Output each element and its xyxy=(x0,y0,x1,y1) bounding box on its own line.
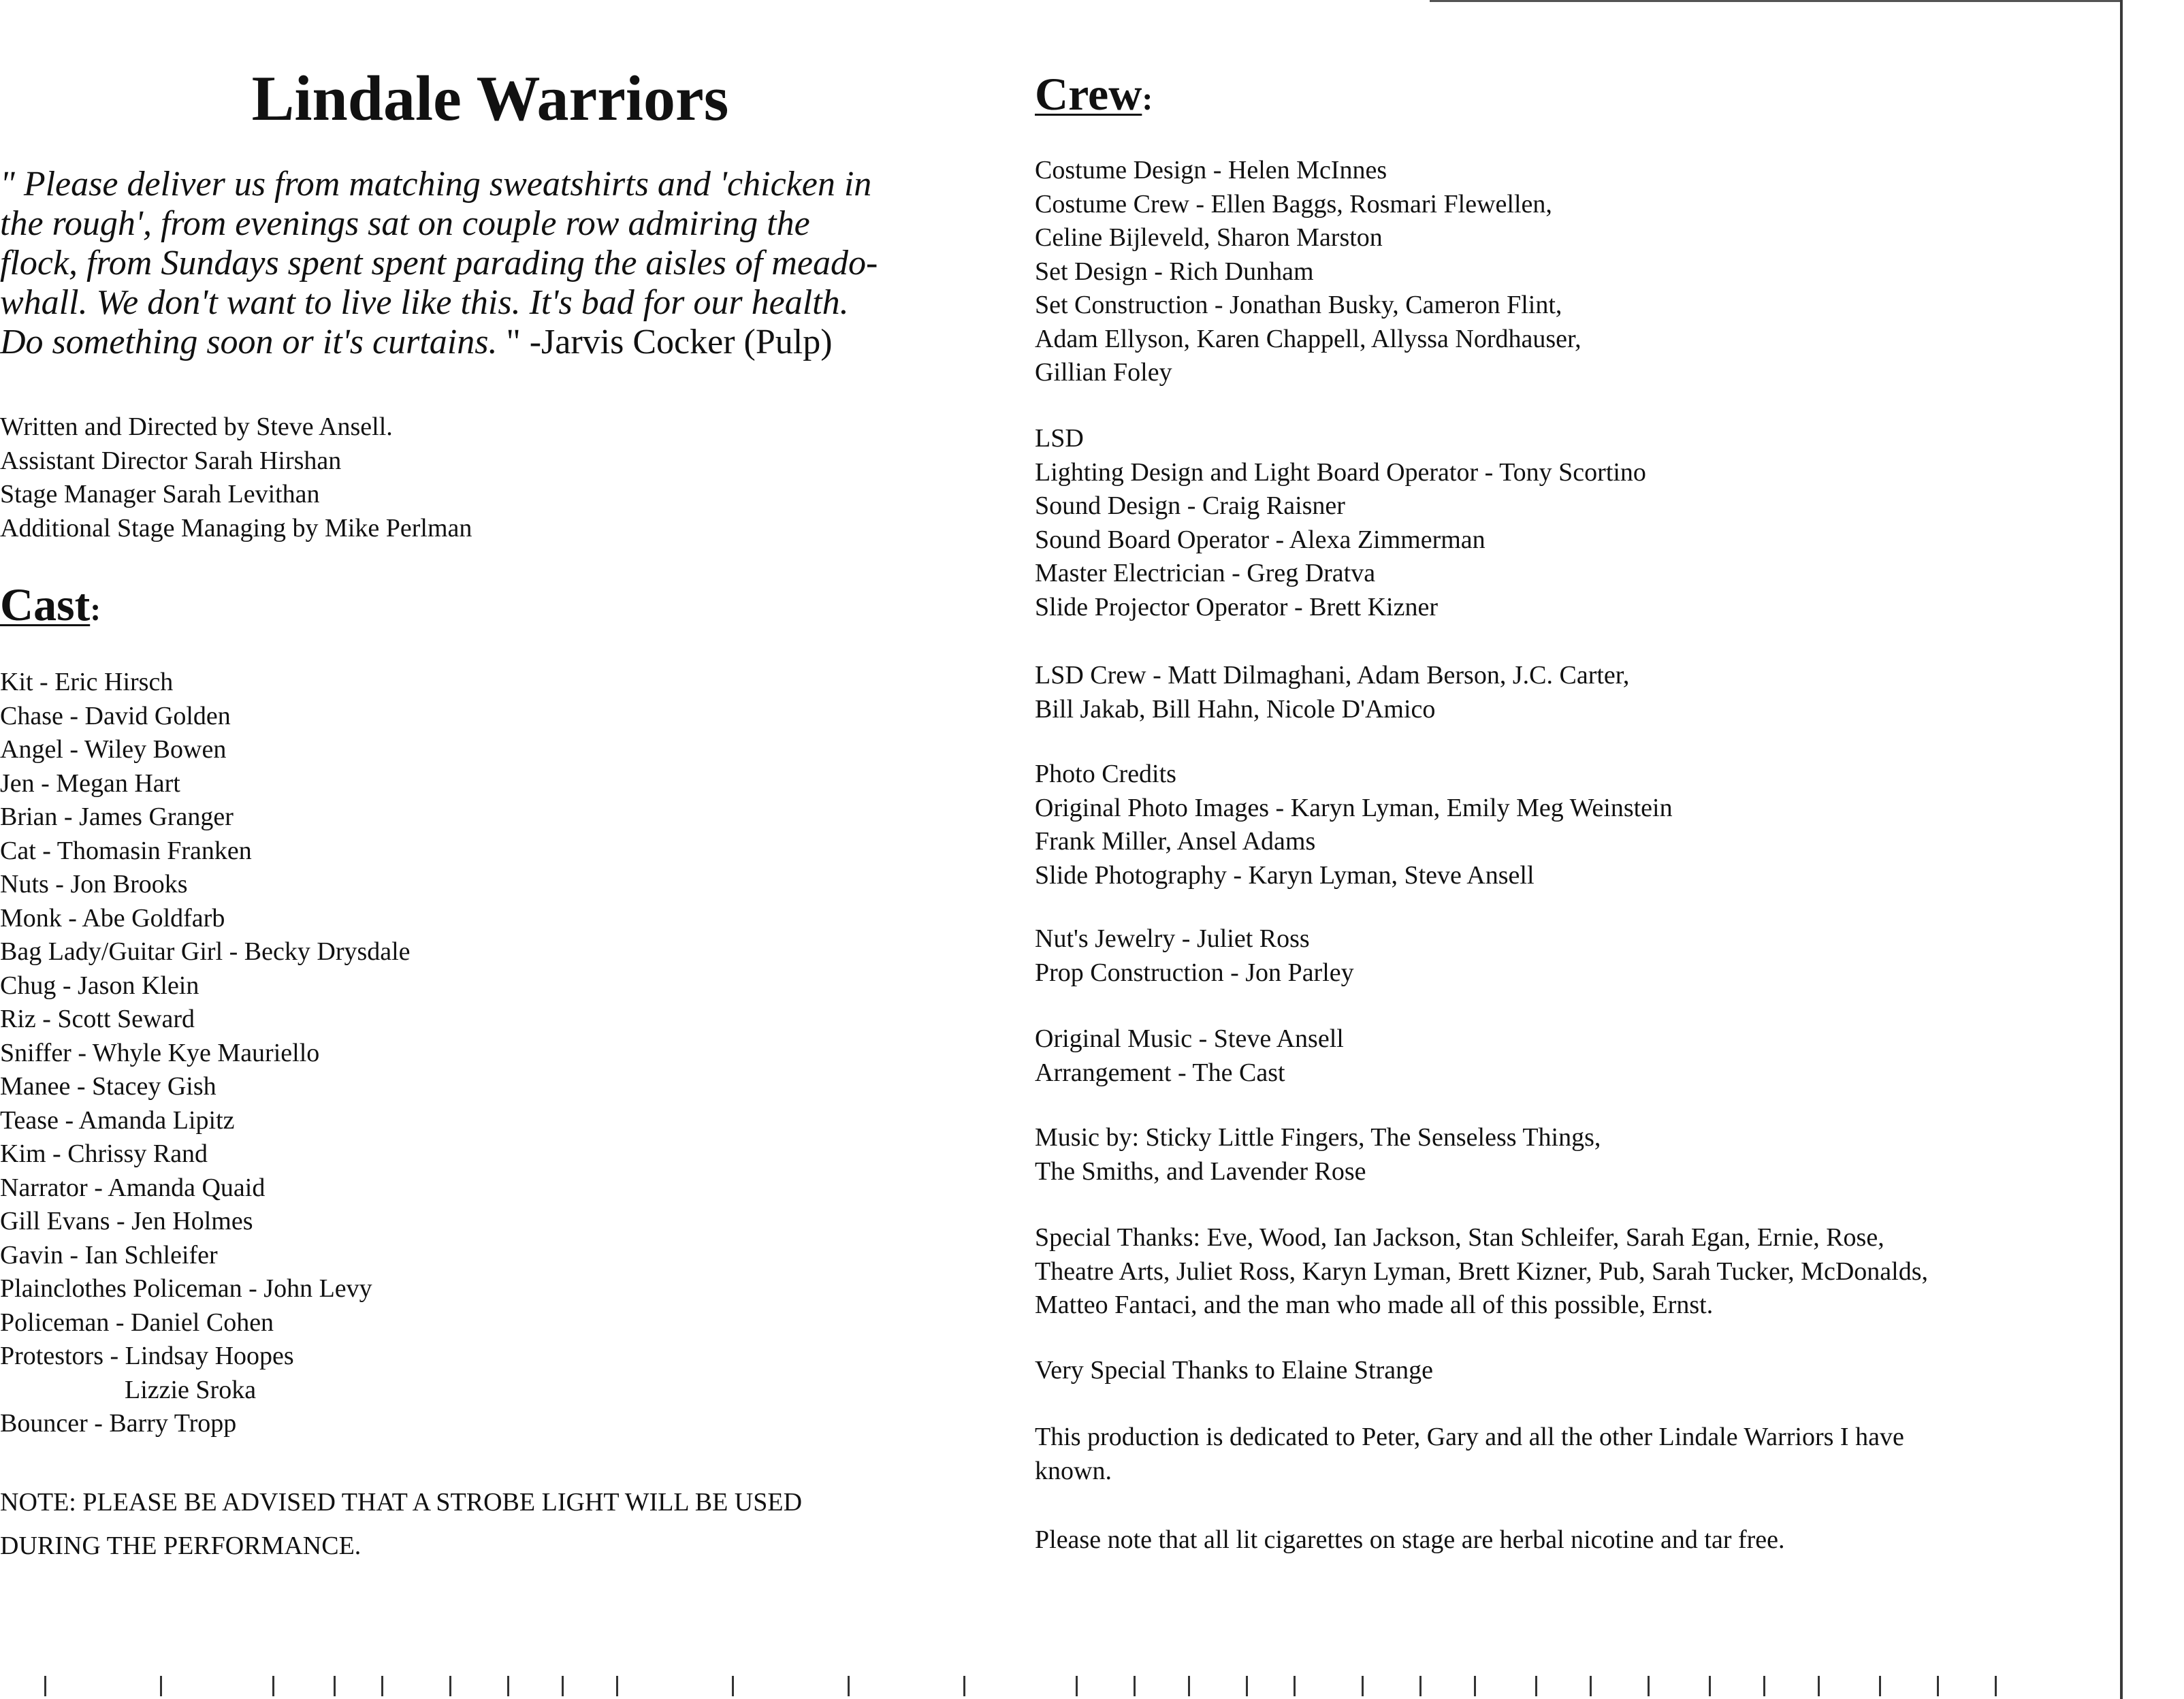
epigraph-quote xyxy=(0,165,994,362)
perforation-tick xyxy=(1474,1676,1476,1696)
cigarettes-note-line: Please note that all lit cigarettes on stage are herbal nicotine and tar free. xyxy=(1035,1525,1785,1554)
cast-member: Kim - Chrissy Rand xyxy=(0,1139,208,1168)
cast-member: Gill Evans - Jen Holmes xyxy=(0,1207,253,1235)
cast-member: Policeman - Daniel Cohen xyxy=(0,1308,274,1337)
cast-member: Narrator - Amanda Quaid xyxy=(0,1173,266,1202)
perforation-tick xyxy=(334,1676,336,1696)
crew-line: Sound Board Operator - Alexa Zimmerman xyxy=(1035,525,1486,554)
crew-line: Sound Design - Craig Raisner xyxy=(1035,491,1345,520)
crew-heading xyxy=(1035,67,1153,127)
page-top-edge xyxy=(1430,0,2120,2)
cast-heading xyxy=(0,577,101,637)
crew-line: Bill Jakab, Bill Hahn, Nicole D'Amico xyxy=(1035,694,1436,724)
cast-member: Sniffer - Whyle Kye Mauriello xyxy=(0,1038,320,1067)
page-right-edge xyxy=(2120,0,2123,1699)
perforation-tick xyxy=(1419,1676,1422,1696)
cast-member: Kit - Eric Hirsch xyxy=(0,668,174,696)
perforation-tick xyxy=(1995,1676,1997,1696)
perforation-tick xyxy=(1362,1676,1364,1696)
perforation-tick xyxy=(1763,1676,1765,1696)
perforation-tick xyxy=(732,1676,734,1696)
crew-props-block xyxy=(1035,922,1354,990)
crew-design-block xyxy=(1035,154,1581,390)
crew-line: Set Construction - Jonathan Busky, Cameron Flint, xyxy=(1035,291,1562,319)
cast-heading-colon: : xyxy=(90,592,101,628)
crew-line: Lighting Design and Light Board Operator - Tony Scortino xyxy=(1035,457,1646,487)
cast-member: Chug - Jason Klein xyxy=(0,971,199,1000)
perforation-tick xyxy=(1294,1676,1296,1696)
quote-line: flock, from Sundays spent spent parading the aisles of meado- xyxy=(0,244,878,282)
crew-line: Prop Construction - Jon Parley xyxy=(1035,958,1354,987)
crew-line: Celine Bijleveld, Sharon Marston xyxy=(1035,223,1383,252)
crew-line: Photo Credits xyxy=(1035,760,1176,788)
crew-line: Slide Projector Operator - Brett Kizner xyxy=(1035,592,1438,621)
perforation-tick xyxy=(963,1676,965,1696)
thanks-line: Matteo Fantaci, and the man who made all of this possible, Ernst. xyxy=(1035,1291,1714,1319)
crew-heading-colon: : xyxy=(1142,81,1153,117)
crew-line: Costume Crew - Ellen Baggs, Rosmari Flewellen, xyxy=(1035,189,1552,219)
cast-member: Chase - David Golden xyxy=(0,701,231,730)
cast-member: Manee - Stacey Gish xyxy=(0,1072,216,1101)
cast-member: Cat - Thomasin Franken xyxy=(0,836,252,865)
perforation-tick xyxy=(449,1676,451,1696)
strobe-warning-line: NOTE: PLEASE BE ADVISED THAT A STROBE LIGHT WILL BE USED xyxy=(0,1488,803,1517)
crew-line: Set Design - Rich Dunham xyxy=(1035,257,1314,286)
perforation-ticks xyxy=(0,1676,2184,1699)
strobe-warning-line: DURING THE PERFORMANCE. xyxy=(0,1532,362,1560)
cast-member: Jen - Megan Hart xyxy=(0,768,180,798)
quote-line: the rough', from evenings sat on couple row admiring the xyxy=(0,204,810,243)
perforation-tick xyxy=(272,1676,274,1696)
dedication-line: This production is dedicated to Peter, Gary and all the other Lindale Warriors I have xyxy=(1035,1423,1904,1451)
perforation-tick xyxy=(1709,1676,1711,1696)
perforation-tick xyxy=(507,1676,509,1696)
perforation-tick xyxy=(1818,1676,1820,1696)
crew-line: Frank Miller, Ansel Adams xyxy=(1035,827,1316,856)
crew-line: LSD xyxy=(1035,424,1084,453)
perforation-tick xyxy=(1076,1676,1078,1696)
cast-member: Plainclothes Policeman - John Levy xyxy=(0,1274,372,1303)
cast-member: Bouncer - Barry Tropp xyxy=(0,1409,237,1438)
perforation-tick xyxy=(616,1676,618,1696)
crew-line: The Smiths, and Lavender Rose xyxy=(1035,1156,1366,1186)
perforation-tick xyxy=(160,1676,162,1696)
crew-line: Music by: Sticky Little Fingers, The Senseless Things, xyxy=(1035,1123,1601,1152)
crew-lsd-block xyxy=(1035,422,1646,624)
credit-line: Assistant Director Sarah Hirshan xyxy=(0,446,342,475)
program-title: Lindale Warriors xyxy=(251,63,729,134)
thanks-line: Theatre Arts, Juliet Ross, Karyn Lyman, Brett Kizner, Pub, Sarah Tucker, McDonalds, xyxy=(1035,1257,1928,1286)
perforation-tick xyxy=(848,1676,850,1696)
perforation-tick xyxy=(562,1676,564,1696)
perforation-tick xyxy=(1134,1676,1136,1696)
credit-line: Written and Directed by Steve Ansell. xyxy=(0,412,393,441)
perforation-tick xyxy=(1648,1676,1650,1696)
perforation-tick xyxy=(1590,1676,1592,1696)
cast-member: Protestors - Lindsay Hoopes xyxy=(0,1342,294,1370)
cast-member: Brian - James Granger xyxy=(0,803,234,831)
special-thanks-block xyxy=(1035,1221,1928,1323)
crew-line: Original Music - Steve Ansell xyxy=(1035,1024,1344,1053)
crew-music-block xyxy=(1035,1022,1344,1090)
cast-member: Monk - Abe Goldfarb xyxy=(0,903,225,933)
crew-music-by-block xyxy=(1035,1121,1601,1188)
cast-member: Tease - Amanda Lipitz xyxy=(0,1105,235,1135)
crew-line: Master Electrician - Greg Dratva xyxy=(1035,559,1376,587)
cast-member: Angel - Wiley Bowen xyxy=(0,735,227,764)
cast-member: Nuts - Jon Brooks xyxy=(0,870,188,899)
perforation-tick xyxy=(381,1676,383,1696)
cast-member: Riz - Scott Seward xyxy=(0,1005,195,1033)
dedication-block xyxy=(1035,1421,1904,1488)
crew-line: Original Photo Images - Karyn Lyman, Emily Meg Weinstein xyxy=(1035,793,1673,822)
perforation-tick xyxy=(1535,1676,1537,1696)
cast-member: Gavin - Ian Schleifer xyxy=(0,1240,218,1269)
production-credits xyxy=(0,410,472,545)
quote-line: " Please deliver us from matching sweatshirts and 'chicken in xyxy=(0,165,872,204)
cast-member: Lizzie Sroka xyxy=(125,1375,257,1404)
credit-line: Additional Stage Managing by Mike Perlman xyxy=(0,513,472,543)
perforation-tick xyxy=(1246,1676,1248,1696)
crew-line: Costume Design - Helen McInnes xyxy=(1035,156,1387,184)
crew-line: Slide Photography - Karyn Lyman, Steve Ansell xyxy=(1035,860,1535,890)
thanks-line: Very Special Thanks to Elaine Strange xyxy=(1035,1356,1433,1385)
quote-line-last xyxy=(0,323,994,362)
crew-line: Nut's Jewelry - Juliet Ross xyxy=(1035,924,1310,953)
cast-list xyxy=(0,666,411,1441)
crew-line: Arrangement - The Cast xyxy=(1035,1058,1285,1087)
perforation-tick xyxy=(44,1676,46,1696)
crew-heading-text: Crew xyxy=(1035,68,1142,120)
perforation-tick xyxy=(1937,1676,1939,1696)
crew-line: Gillian Foley xyxy=(1035,358,1172,387)
credit-line: Stage Manager Sarah Levithan xyxy=(0,480,320,508)
cigarettes-note-block xyxy=(1035,1523,1785,1557)
perforation-tick xyxy=(1879,1676,1881,1696)
crew-line: LSD Crew - Matt Dilmaghani, Adam Berson, J.C. Carter, xyxy=(1035,661,1630,690)
quote-line: Do something soon or it's curtains. xyxy=(0,323,498,361)
strobe-warning xyxy=(0,1480,802,1568)
perforation-tick xyxy=(1188,1676,1190,1696)
crew-photo-block xyxy=(1035,758,1673,892)
thanks-line: Special Thanks: Eve, Wood, Ian Jackson, Stan Schleifer, Sarah Egan, Ernie, Rose, xyxy=(1035,1223,1884,1252)
quote-attribution: " -Jarvis Cocker (Pulp) xyxy=(497,323,833,361)
dedication-line: known. xyxy=(1035,1456,1112,1485)
crew-line: Adam Ellyson, Karen Chappell, Allyssa Nordhauser, xyxy=(1035,324,1581,353)
cast-member: Bag Lady/Guitar Girl - Becky Drysdale xyxy=(0,937,411,966)
crew-lsd-crew-block xyxy=(1035,659,1629,726)
very-special-thanks-block xyxy=(1035,1354,1433,1388)
quote-line: whall. We don't want to live like this. It's bad for our health. xyxy=(0,283,849,322)
cast-heading-text: Cast xyxy=(0,579,91,630)
